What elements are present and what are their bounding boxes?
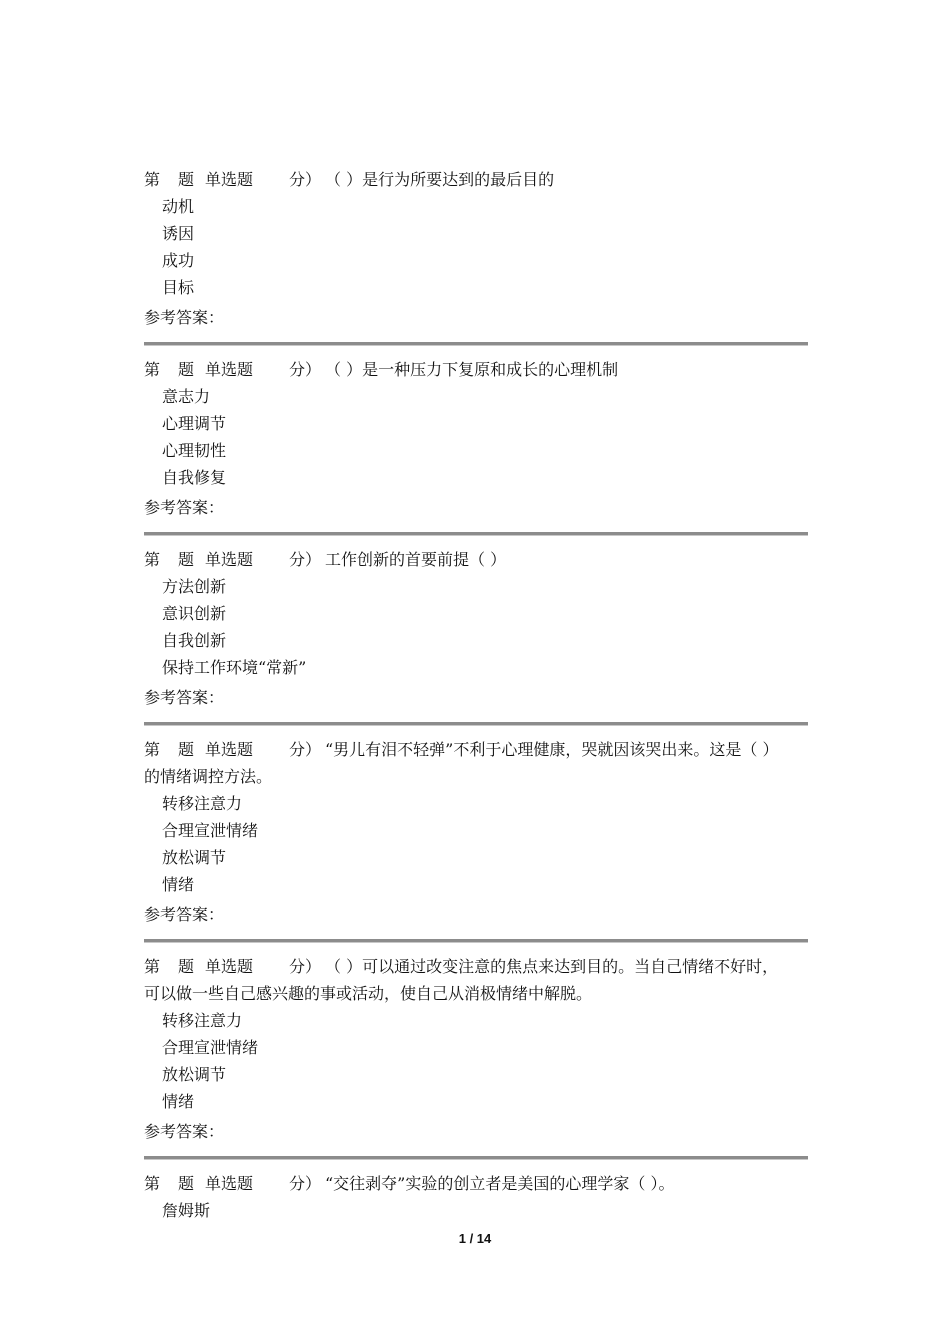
- label-di: 第: [144, 740, 161, 759]
- reference-answer-label: 参考答案：: [144, 308, 225, 327]
- label-di: 第: [144, 957, 161, 976]
- option: 情绪: [162, 875, 195, 894]
- question-header: [144, 953, 808, 980]
- label-fen: 分）: [289, 170, 322, 189]
- question-6: [144, 1170, 808, 1224]
- question-text: “交往剥夺”实验的创立者是美国的心理学家（ ）。: [325, 1174, 675, 1193]
- option: 放松调节: [162, 848, 227, 867]
- reference-answer-label: 参考答案：: [144, 688, 225, 707]
- option: 目标: [162, 278, 195, 297]
- option: 动机: [162, 197, 195, 216]
- label-ti: 题: [178, 360, 195, 379]
- label-type: 单选题: [205, 170, 254, 189]
- question-header: [144, 166, 808, 193]
- question-text: （ ）是一种压力下复原和成长的心理机制: [325, 360, 619, 379]
- option: 转移注意力: [162, 1011, 243, 1030]
- label-di: 第: [144, 550, 161, 569]
- question-list: [144, 166, 808, 1224]
- question-3: [144, 546, 808, 711]
- option: 放松调节: [162, 1065, 227, 1084]
- separator: [144, 722, 808, 726]
- label-ti: 题: [178, 550, 195, 569]
- option: 心理调节: [162, 414, 227, 433]
- label-di: 第: [144, 1174, 161, 1193]
- question-4: [144, 736, 808, 928]
- label-ti: 题: [178, 740, 195, 759]
- option: 自我创新: [162, 631, 227, 650]
- question-5: [144, 953, 808, 1145]
- option: 诱因: [162, 224, 195, 243]
- option: 情绪: [162, 1092, 195, 1111]
- label-type: 单选题: [205, 740, 254, 759]
- question-text: （ ）可以通过改变注意的焦点来达到目的。当自己情绪不好时，: [325, 957, 779, 976]
- question-2: [144, 356, 808, 521]
- option: 合理宣泄情绪: [162, 821, 259, 840]
- label-ti: 题: [178, 1174, 195, 1193]
- option: 自我修复: [162, 468, 227, 487]
- label-fen: 分）: [289, 550, 322, 569]
- label-type: 单选题: [205, 957, 254, 976]
- option: 保持工作环境“常新”: [162, 658, 307, 677]
- separator: [144, 1156, 808, 1160]
- question-text: （ ）是行为所要达到的最后目的: [325, 170, 555, 189]
- label-ti: 题: [178, 957, 195, 976]
- separator: [144, 342, 808, 346]
- option: 意识创新: [162, 604, 227, 623]
- question-text: 工作创新的首要前提（ ）: [325, 550, 507, 569]
- separator: [144, 939, 808, 943]
- label-di: 第: [144, 170, 161, 189]
- option: 成功: [162, 251, 195, 270]
- label-ti: 题: [178, 170, 195, 189]
- option: 詹姆斯: [162, 1201, 211, 1220]
- label-fen: 分）: [289, 740, 322, 759]
- label-fen: 分）: [289, 360, 322, 379]
- question-header: [144, 356, 808, 383]
- question-header: [144, 1170, 808, 1197]
- option: 转移注意力: [162, 794, 243, 813]
- question-header: [144, 736, 808, 763]
- reference-answer-label: 参考答案：: [144, 1122, 225, 1141]
- option: 方法创新: [162, 577, 227, 596]
- reference-answer-label: 参考答案：: [144, 498, 225, 517]
- label-type: 单选题: [205, 360, 254, 379]
- reference-answer-label: 参考答案：: [144, 905, 225, 924]
- separator: [144, 532, 808, 536]
- label-fen: 分）: [289, 957, 322, 976]
- question-header: [144, 546, 808, 573]
- option: 意志力: [162, 387, 211, 406]
- question-text: “男儿有泪不轻弹”不利于心理健康，哭就因该哭出来。这是（ ）: [325, 740, 779, 759]
- label-di: 第: [144, 360, 161, 379]
- page-number: 1 / 14: [458, 1231, 492, 1246]
- label-type: 单选题: [205, 550, 254, 569]
- label-fen: 分）: [289, 1174, 322, 1193]
- question-text-continued: 可以做一些自己感兴趣的事或活动，使自己从消极情绪中解脱。: [144, 984, 593, 1003]
- label-type: 单选题: [205, 1174, 254, 1193]
- option: 心理韧性: [162, 441, 227, 460]
- option: 合理宣泄情绪: [162, 1038, 259, 1057]
- question-text-continued: 的情绪调控方法。: [144, 767, 273, 786]
- question-1: [144, 166, 808, 331]
